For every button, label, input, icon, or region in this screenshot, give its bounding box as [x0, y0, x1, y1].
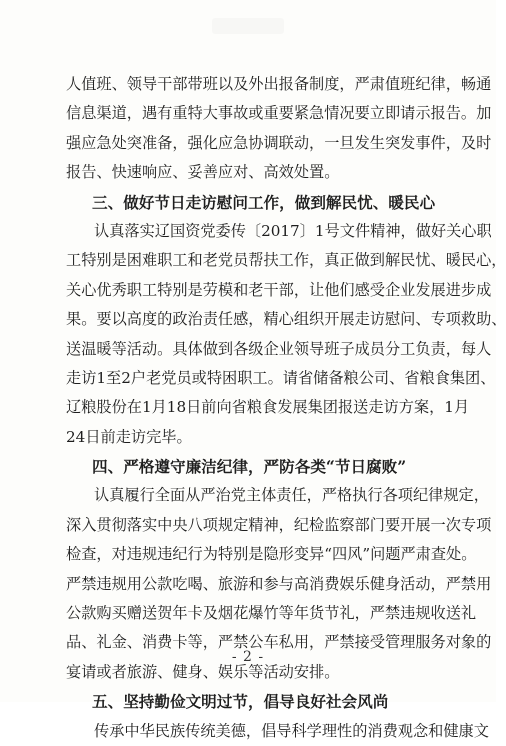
document-body — [66, 70, 506, 746]
body-line: 果。要以高度的政治责任感，精心组织开展走访慰问、专项救助、 — [66, 310, 506, 329]
body-line: 送温暖等活动。具体做到各级企业领导班子成员分工负责，每人 — [66, 339, 492, 358]
body-line: 品、礼金、消费卡等，严禁公车私用，严禁接受管理服务对象的 — [66, 633, 492, 652]
body-line: 报告、快速响应、妥善应对、高效处置。 — [66, 163, 340, 182]
body-line: 信息渠道，遇有重特大事故或重要紧急情况要立即请示报告。加 — [66, 104, 492, 123]
body-line: 走访1至2户老党员或特困职工。请省储备粮公司、省粮食集团、 — [66, 368, 496, 387]
body-line: 深入贯彻落实中央八项规定精神，纪检监察部门要开展一次专项 — [66, 515, 492, 534]
body-line: 关心优秀职工特别是劳模和老干部，让他们感受企业发展进步成 — [66, 280, 492, 299]
body-line: 强应急处突准备，强化应急协调联动，一旦发生突发事件，及时 — [66, 133, 492, 152]
body-line: 24日前走访完毕。 — [66, 427, 192, 446]
body-line: 工特别是困难职工和老党员帮扶工作，真正做到解民忧、暖民心， — [66, 251, 506, 270]
body-line: 认真落实辽国资党委传〔2017〕1号文件精神，做好关心职 — [94, 221, 492, 240]
section-heading-3: 三、做好节日走访慰问工作，做到解民忧、暖民心 — [92, 192, 436, 212]
body-line: 传承中华民族传统美德，倡导科学理性的消费观念和健康文 — [94, 721, 489, 740]
section-heading-5: 五、坚持勤俭文明过节，倡导良好社会风尚 — [92, 692, 389, 712]
page-number: - 2 - — [231, 649, 265, 665]
body-line: 检查，对违规违纪行为特别是隐形变异“四风”问题严肃查处。 — [66, 545, 477, 564]
body-line: 严禁违规用公款吃喝、旅游和参与高消费娱乐健身活动，严禁用 — [66, 574, 492, 593]
body-line: 辽粮股份在1月18日前向省粮食发展集团报送走访方案，1月 — [66, 398, 470, 417]
body-line: 宴请或者旅游、健身、娱乐等活动安排。 — [66, 662, 340, 681]
header-smudge — [212, 18, 284, 34]
section-heading-4: 四、严格遵守廉洁纪律，严防各类“节日腐败” — [92, 457, 407, 477]
body-line: 人值班、领导干部带班以及外出报备制度，严肃值班纪律，畅通 — [66, 75, 492, 93]
body-line: 公款购买赠送贺年卡及烟花爆竹等年货节礼，严禁违规收送礼 — [66, 604, 477, 623]
body-line: 认真履行全面从严治党主体责任，严格执行各项纪律规定， — [94, 486, 489, 505]
